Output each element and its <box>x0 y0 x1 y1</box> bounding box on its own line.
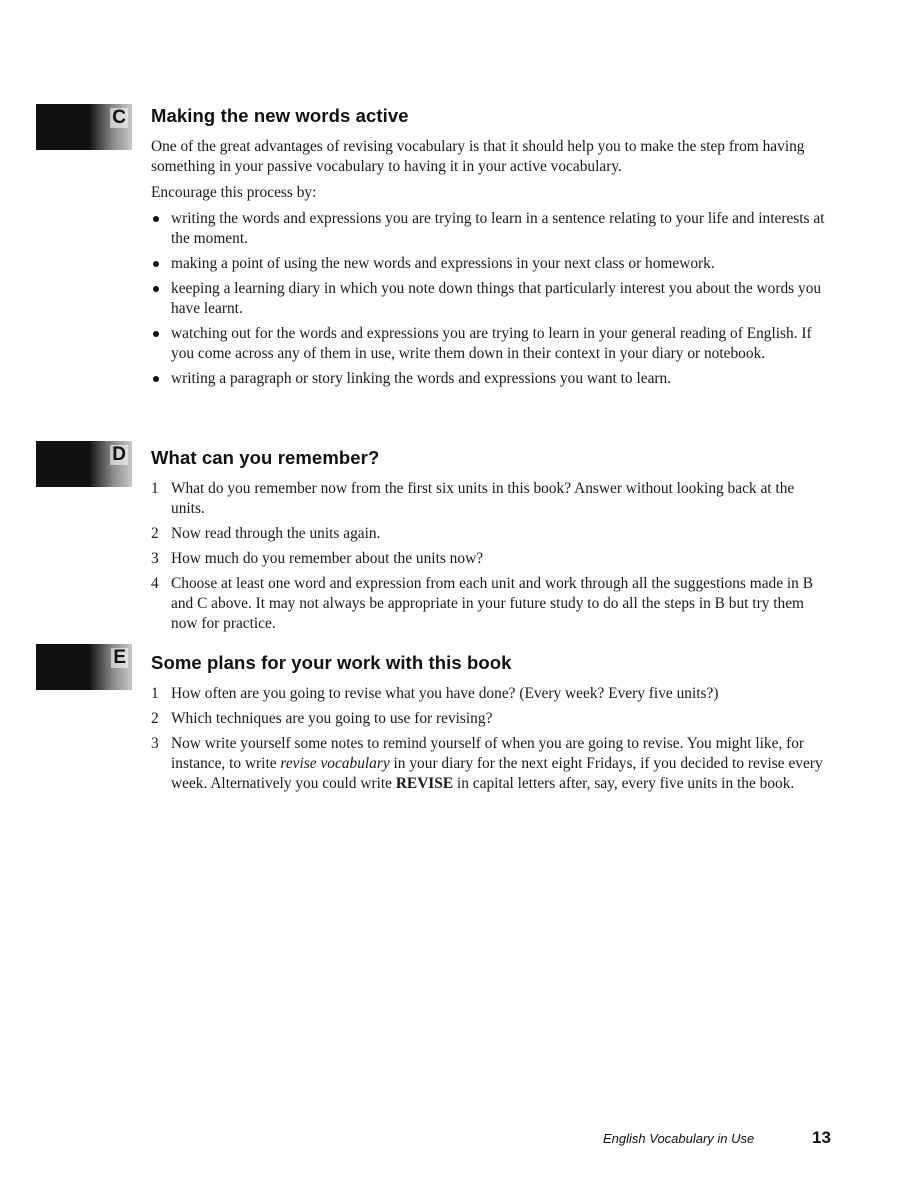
list-item: watching out for the words and expressions you are trying to learn in your general reading of English. If you come across any of them in use, write them down in their context in your diary or notebook. <box>151 324 831 364</box>
section-heading-e: Some plans for your work with this book <box>151 652 512 673</box>
bullet-icon <box>153 376 159 382</box>
section-letter-d: D <box>112 444 126 465</box>
list-item: writing the words and expressions you are trying to learn in a sentence relating to your life and interests at the moment. <box>151 209 831 249</box>
section-heading-d: What can you remember? <box>151 447 380 468</box>
section-body-e <box>151 684 831 799</box>
section-marker-d <box>36 441 132 487</box>
list-item: 1 How often are you going to revise what you have done? (Every week? Every five units?) <box>151 685 719 702</box>
page-number: 13 <box>812 1128 831 1147</box>
list-item: 2 Now read through the units again. <box>151 525 381 542</box>
list-item: 1 What do you remember now from the first six units in this book? Answer without looking back at the units. <box>151 480 795 517</box>
bullet-icon <box>153 286 159 292</box>
emphasis-text: revise vocabulary <box>280 755 390 772</box>
bullet-icon <box>153 216 159 222</box>
list-item: 3 Now write yourself some notes to remind yourself of when you are going to revise. You might like, for instance, to write revise vocabulary in your diary for the next eight Fridays, if you decided to revise every week. Alternatively you could write REVISE in capital letters after, say, every five units in the book. <box>151 735 823 792</box>
lead-paragraph: Encourage this process by: <box>151 184 317 201</box>
list-item: 4 Choose at least one word and expression from each unit and work through all the suggestions made in B and C above. It may not always be appropriate in your future study to do all the steps in B but try them now for practice. <box>151 575 813 632</box>
bullet-icon <box>153 261 159 267</box>
bullet-list <box>151 209 831 389</box>
footer-book-title: English Vocabulary in Use <box>603 1131 755 1146</box>
intro-paragraph: One of the great advantages of revising vocabulary is that it should help you to make the step from having something in your passive vocabulary to having it in your active vocabulary. <box>151 138 805 175</box>
numbered-list-e <box>151 684 831 794</box>
list-item: writing a paragraph or story linking the words and expressions you want to learn. <box>151 369 831 389</box>
section-body-d <box>151 479 831 639</box>
list-item: 3 How much do you remember about the units now? <box>151 550 484 567</box>
list-item: keeping a learning diary in which you note down things that particularly interest you about the words you have learnt. <box>151 279 831 319</box>
numbered-list-d <box>151 479 831 634</box>
section-heading-c: Making the new words active <box>151 105 409 126</box>
section-letter-e: E <box>113 647 126 668</box>
bold-text: REVISE <box>395 775 454 792</box>
section-letter-c: C <box>112 107 126 128</box>
list-item: 2 Which techniques are you going to use for revising? <box>151 710 493 727</box>
section-body-c <box>151 137 831 394</box>
section-marker-c <box>36 104 132 150</box>
section-marker-e <box>36 644 132 690</box>
list-item: making a point of using the new words and expressions in your next class or homework. <box>151 254 831 274</box>
bullet-icon <box>153 331 159 337</box>
